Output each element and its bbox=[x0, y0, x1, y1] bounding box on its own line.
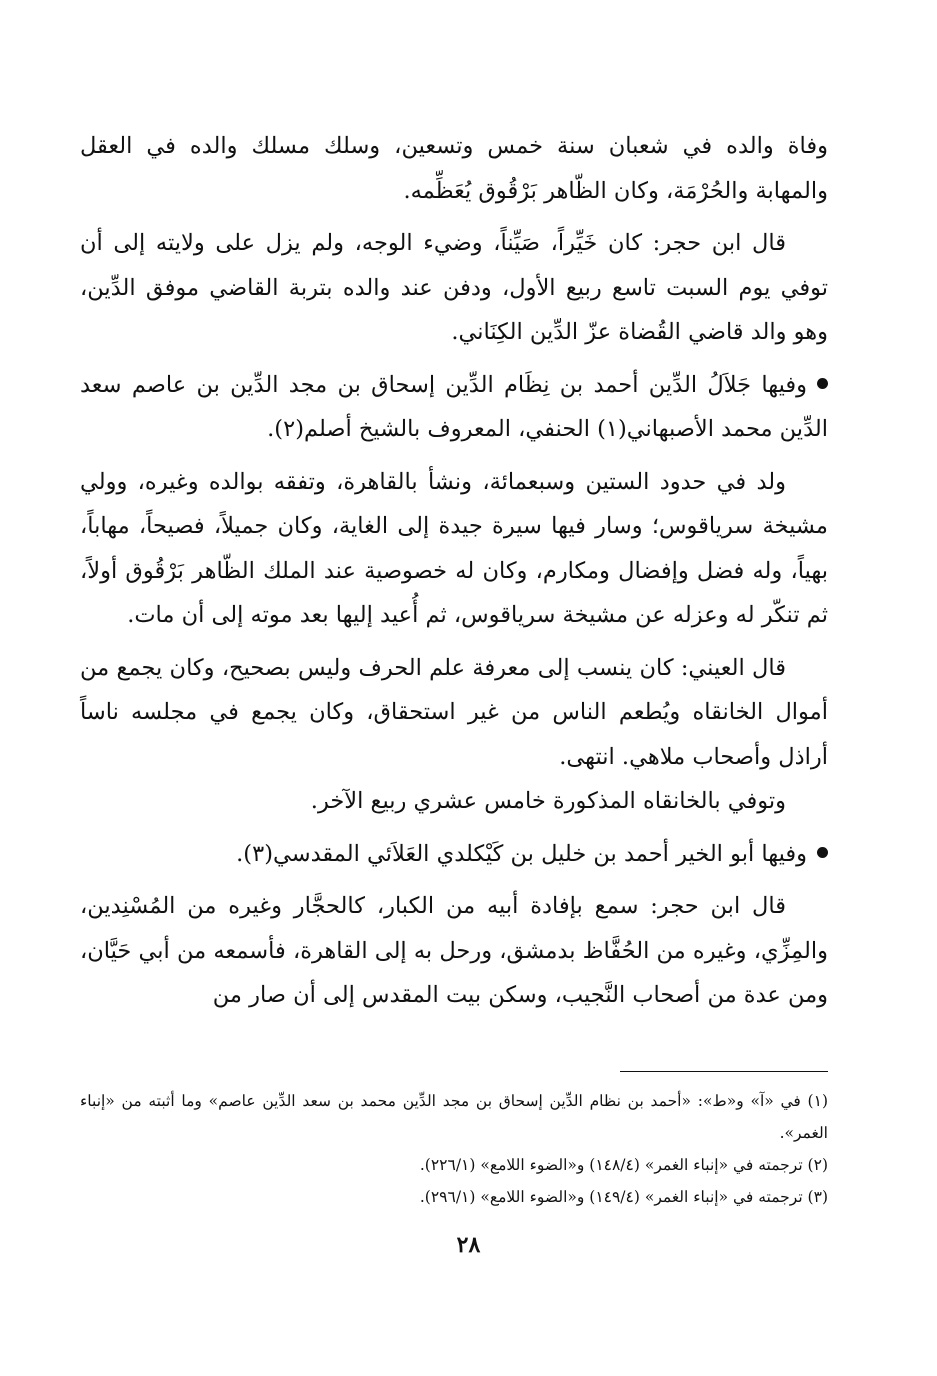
paragraph-gap bbox=[80, 638, 828, 646]
entry-abu-al-khayr bbox=[80, 832, 828, 877]
paragraph-gap bbox=[80, 452, 828, 460]
paragraph-aini-quote: قال العيني: كان ينسب إلى معرفة علم الحرف وليس بصحيح، وكان يجمع من أموال الخانقاه ويُطعم الناس من غير استحقاق، وكان يجمع في مجلسه ناساً أراذل وأصحاب ملاهي. انتهى. bbox=[80, 654, 828, 770]
paragraph-gap bbox=[80, 355, 828, 363]
footnote-3: (٣) ترجمته في «إنباء الغمر» (١٤٩/٤) و«الضوء اللامع» (٢٩٦/١). bbox=[419, 1188, 828, 1206]
main-text bbox=[80, 124, 828, 1018]
entry-text: وفيها جَلاَلُ الدِّين أحمد بن نِظَام الدِّين إسحاق بن مجد الدِّين بن عاصم سعد الدِّين محمد الأصبهاني(١) الحنفي، المعروف بالشيخ أصلم(٢). bbox=[80, 371, 828, 442]
paragraph-ibn-hajar-quote: قال ابن حجر: كان خَيِّراً، صَيِّناً، وضيء الوجه، ولم يزل على ولايته إلى أن توفي يوم السبت تاسع ربيع الأول، ودفن عند والده بتربة القاضي موفق الدِّين، وهو والد قاضي القُضاة عزّ الدِّين الكِنَاني. bbox=[80, 230, 828, 345]
paragraph-gap bbox=[80, 824, 828, 832]
paragraph-death-note: وتوفي بالخانقاه المذكورة خامس عشري ربيع الآخر. bbox=[310, 788, 786, 814]
bullet-icon bbox=[817, 378, 828, 389]
paragraph-continuation: وفاة والده في شعبان سنة خمس وتسعين، وسلك مسلك والده في العقل والمهابة والحُرْمَة، وكان الظّاهر بَرْقُوق يُعَظِّمه. bbox=[80, 133, 828, 204]
footnotes bbox=[80, 1085, 828, 1213]
footnote-1: (١) في «آ» و«ط»: «أحمد بن نظام الدِّين إسحاق بن مجد الدِّين محمد بن سعد الدِّين عاصم» وما أثبته من «إنباء الغمر». bbox=[80, 1092, 828, 1142]
footnote-divider bbox=[620, 1071, 828, 1072]
page-number: ٢٨ bbox=[456, 1232, 481, 1258]
paragraph-gap bbox=[80, 876, 828, 884]
bullet-icon bbox=[817, 847, 828, 858]
paragraph-gap bbox=[80, 213, 828, 221]
entry-text: وفيها أبو الخير أحمد بن خليل بن كَيْكلدي العَلاَئي المقدسي(٣). bbox=[236, 840, 807, 867]
entry-jalal-al-din bbox=[80, 363, 828, 452]
paragraph-biography: ولد في حدود الستين وسبعمائة، ونشأ بالقاهرة، وتفقه بوالده وغيره، وولي مشيخة سرياقوس؛ وسار فيها سيرة جيدة إلى الغاية، وكان جميلاً، فصيحاً، مهاباً، بهياً، وله فضل وإفضال ومكارم، وكان له خصوصية عند الملك الظّاهر بَرْقُوق أولاً، ثم تنكّر له وعزله عن مشيخة سرياقوس، ثم أُعيد إليها بعد موته إلى أن مات. bbox=[80, 468, 828, 628]
paragraph-ibn-hajar-sama: قال ابن حجر: سمع بإفادة أبيه من الكبار، كالحجَّار وغيره من المُسْنِدين، والمِزِّي، وغيره من الحُفَّاظ بدمشق، ورحل به إلى القاهرة، فأسمعه من أبي حَيَّان، ومن عدة من أصحاب النَّجيب، وسكن بيت المقدس إلى أن صار من bbox=[80, 893, 828, 1008]
footnote-2: (٢) ترجمته في «إنباء الغمر» (١٤٨/٤) و«الضوء اللامع» (٢٢٦/١). bbox=[419, 1156, 828, 1174]
